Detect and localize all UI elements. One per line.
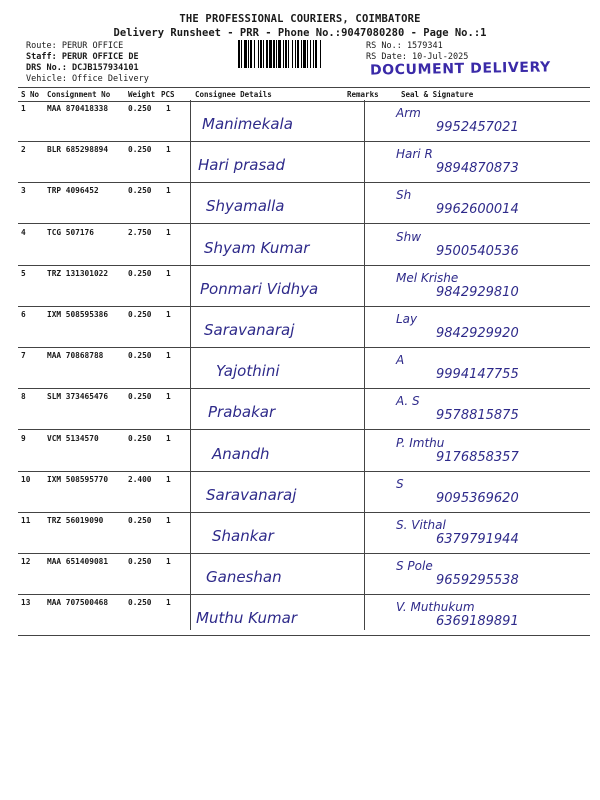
cell-pcs: 1 <box>166 351 171 361</box>
col-seal: Seal & Signature <box>401 90 474 99</box>
col-consignee: Consignee Details <box>195 90 272 99</box>
cell-weight: 0.250 <box>128 310 152 319</box>
cell-sno: 11 <box>21 516 31 525</box>
consignee-name: Saravanaraj <box>204 321 295 339</box>
vehicle-text: Vehicle: Office Delivery <box>26 74 149 84</box>
cell-weight: 0.250 <box>128 557 152 567</box>
rs-no-text: RS No.: 1579341 <box>366 41 443 51</box>
signature: Hari R <box>396 147 433 162</box>
signature: S. Vithal <box>396 518 446 532</box>
cell-sno: 5 <box>21 268 26 278</box>
cell-weight: 0.250 <box>128 104 152 113</box>
table-row <box>18 471 590 513</box>
cell-sno: 3 <box>21 186 26 196</box>
cell-sno: 10 <box>21 474 31 484</box>
table-row <box>18 512 590 554</box>
cell-pcs: 1 <box>166 186 171 196</box>
signature-phone: 9962600014 <box>436 202 519 218</box>
signature: A. S <box>396 394 420 409</box>
cell-pcs: 1 <box>166 433 171 443</box>
cell-consignment: BLR 685298894 <box>47 145 109 155</box>
cell-weight: 0.250 <box>128 145 152 155</box>
cell-consignment: TCG 507176 <box>47 227 94 237</box>
signature: Lay <box>396 312 418 326</box>
cell-sno: 4 <box>21 227 26 237</box>
signature-phone: 9952457021 <box>436 120 519 135</box>
page-title: THE PROFESSIONAL COURIERS, COIMBATORE <box>179 13 421 25</box>
cell-pcs: 1 <box>166 227 171 237</box>
cell-consignment: IXM 508595386 <box>47 310 109 319</box>
cell-consignment: MAA 707500468 <box>47 598 109 608</box>
cell-weight: 0.250 <box>128 598 152 608</box>
cell-sno: 6 <box>21 310 26 319</box>
signature: Arm <box>396 106 421 120</box>
cell-pcs: 1 <box>166 474 171 484</box>
signature-phone: 9500540536 <box>436 243 519 259</box>
signature: S <box>396 476 404 491</box>
meta-left <box>26 41 149 85</box>
consignee-name: Ganeshan <box>206 568 282 587</box>
cell-pcs: 1 <box>166 557 171 567</box>
signature-phone: 9176858357 <box>436 449 519 465</box>
signature: Shw <box>396 229 422 244</box>
cell-consignment: MAA 651409081 <box>47 557 109 567</box>
signature-phone: 6369189891 <box>436 614 519 630</box>
consignee-name: Hari prasad <box>198 156 285 175</box>
runsheet-subtitle: Delivery Runsheet - PRR - Phone No.:9047080280 - Page No.:1 <box>113 27 487 39</box>
cell-weight: 0.250 <box>128 186 152 196</box>
signature: Sh <box>396 188 412 203</box>
cell-sno: 2 <box>21 145 26 155</box>
table-row <box>18 594 590 636</box>
col-pcs: PCS <box>161 90 175 99</box>
table-row <box>18 306 590 348</box>
consignee-name: Saravanaraj <box>206 485 297 504</box>
signature: P. Imthu <box>396 435 445 450</box>
cell-consignment: MAA 870418338 <box>47 104 109 113</box>
col-remarks: Remarks <box>347 90 379 99</box>
cell-weight: 0.250 <box>128 351 152 361</box>
cell-pcs: 1 <box>166 392 171 402</box>
drs-no-text: DRS No.: DCJB157934101 <box>26 63 139 73</box>
cell-sno: 13 <box>21 598 31 608</box>
cell-consignment: TRZ 131301022 <box>47 268 109 278</box>
cell-pcs: 1 <box>166 268 171 278</box>
table-row <box>18 347 590 389</box>
col-consignment: Consignment No <box>47 90 111 99</box>
cell-sno: 1 <box>21 104 26 113</box>
route-text: Route: PERUR OFFICE <box>26 41 124 51</box>
staff-text: Staff: PERUR OFFICE DE <box>26 52 139 62</box>
cell-weight: 0.250 <box>128 268 152 278</box>
cell-sno: 12 <box>21 557 31 567</box>
consignee-name: Shankar <box>212 527 274 545</box>
signature-phone: 9659295538 <box>436 573 519 589</box>
cell-weight: 0.250 <box>128 516 152 525</box>
signature: Mel Krishe <box>396 270 459 285</box>
cell-sno: 8 <box>21 392 26 402</box>
cell-consignment: VCM 5134570 <box>47 433 99 443</box>
cell-weight: 2.400 <box>128 474 152 484</box>
table-row <box>18 265 590 307</box>
table-row <box>18 141 590 183</box>
cell-weight: 2.750 <box>128 227 152 237</box>
consignee-name: Prabakar <box>208 403 276 422</box>
consignee-name: Shyam Kumar <box>204 238 310 257</box>
rs-date-text: RS Date: 10-Jul-2025 <box>366 52 469 62</box>
signature: V. Muthukum <box>396 600 475 615</box>
col-sno: S No <box>21 90 40 99</box>
signature-phone: 9842929920 <box>436 326 519 341</box>
consignee-name: Muthu Kumar <box>196 609 298 628</box>
consignee-name: Anandh <box>212 444 270 463</box>
cell-sno: 9 <box>21 433 26 443</box>
document-delivery-stamp: DOCUMENT DELIVERY <box>369 59 552 79</box>
table-row <box>18 182 590 224</box>
meta-right <box>366 41 468 63</box>
consignee-name: Ponmari Vidhya <box>200 279 319 298</box>
table-row <box>18 553 590 595</box>
signature-phone: 9994147755 <box>436 367 519 383</box>
cell-pcs: 1 <box>166 104 171 113</box>
table-row <box>18 100 590 142</box>
cell-consignment: MAA 70868788 <box>47 351 104 361</box>
table-row <box>18 388 590 430</box>
consignee-name: Yajothini <box>216 362 280 381</box>
cell-consignment: IXM 508595770 <box>47 474 109 484</box>
cell-consignment: TRZ 56019090 <box>47 516 104 525</box>
signature: S Pole <box>396 559 433 574</box>
table-row <box>18 224 590 266</box>
cell-pcs: 1 <box>166 310 171 319</box>
consignee-name: Shyamalla <box>206 197 285 216</box>
cell-pcs: 1 <box>166 145 171 155</box>
cell-consignment: TRP 4096452 <box>47 186 99 196</box>
cell-pcs: 1 <box>166 598 171 608</box>
signature-phone: 9842929810 <box>436 284 519 300</box>
table-row <box>18 430 590 472</box>
cell-pcs: 1 <box>166 516 171 525</box>
signature-phone: 9578815875 <box>436 408 519 424</box>
signature-phone: 9894870873 <box>436 161 519 177</box>
signature: A <box>396 353 405 368</box>
signature-phone: 9095369620 <box>436 490 519 506</box>
signature-phone: 6379791944 <box>436 532 519 547</box>
cell-weight: 0.250 <box>128 433 152 443</box>
cell-weight: 0.250 <box>128 392 152 402</box>
col-weight: Weight <box>128 90 156 99</box>
consignee-name: Manimekala <box>202 115 293 133</box>
cell-sno: 7 <box>21 351 26 361</box>
cell-consignment: SLM 373465476 <box>47 392 109 402</box>
barcode <box>238 40 362 68</box>
